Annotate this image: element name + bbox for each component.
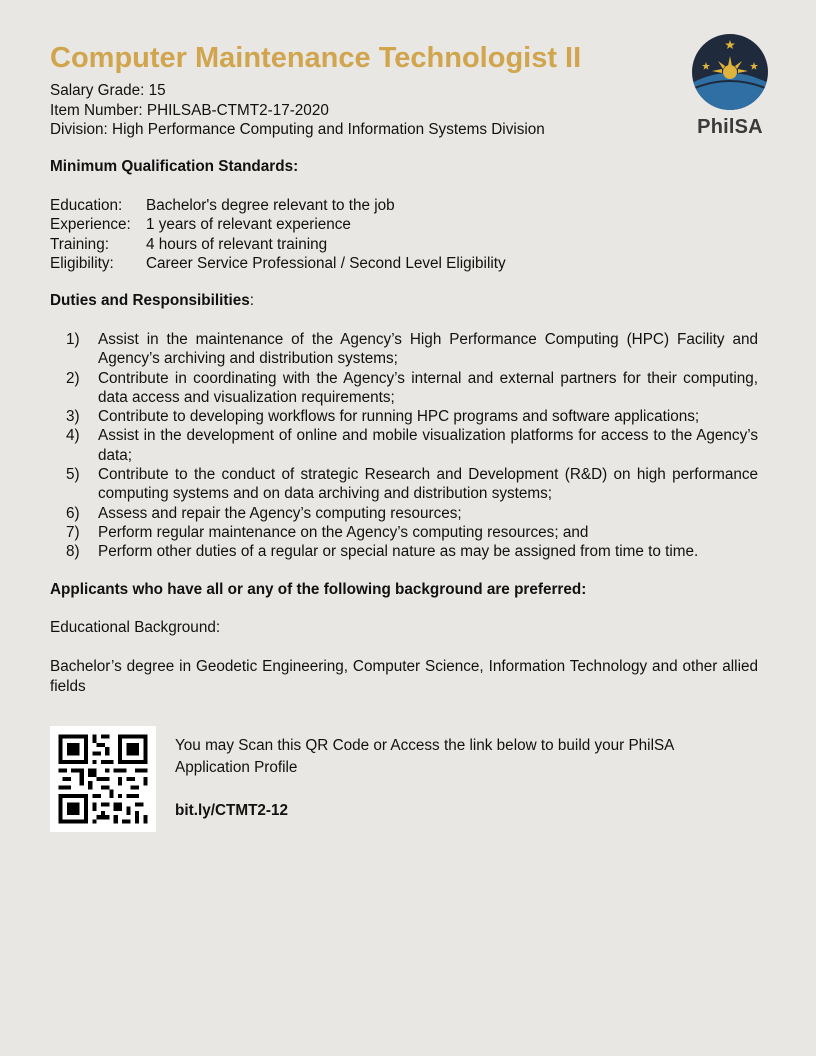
preferred-heading: Applicants who have all or any of the following background are preferred: bbox=[50, 581, 587, 598]
qualification-row bbox=[50, 196, 506, 215]
division: Division: High Performance Computing and Information Systems Division bbox=[50, 121, 545, 138]
duty-text: Contribute to the conduct of strategic Research and Development (R&D) on high performance computing systems and on data archiving and distribution systems; bbox=[98, 466, 758, 503]
list-item bbox=[66, 407, 758, 426]
qualification-label: Eligibility: bbox=[50, 254, 114, 272]
duty-number: 5) bbox=[66, 466, 80, 484]
duty-text: Assist in the maintenance of the Agency’s High Performance Computing (HPC) Facility and Agency’s archiving and distribution systems; bbox=[98, 331, 758, 368]
qr-instructions: You may Scan this QR Code or Access the link below to build your PhilSA Application Profile bbox=[175, 737, 674, 776]
list-item bbox=[66, 426, 758, 465]
duty-text: Perform other duties of a regular or special nature as may be assigned from time to time. bbox=[98, 543, 699, 561]
duty-number: 2) bbox=[66, 369, 80, 387]
salary-grade: Salary Grade: 15 bbox=[50, 82, 166, 99]
list-item bbox=[66, 330, 758, 369]
list-item bbox=[66, 523, 758, 542]
duty-number: 7) bbox=[66, 523, 80, 541]
duties-heading-colon: : bbox=[249, 292, 254, 309]
qualifications-list bbox=[50, 196, 506, 273]
duty-number: 3) bbox=[66, 408, 80, 426]
philsa-emblem-icon bbox=[690, 32, 770, 112]
job-meta bbox=[50, 81, 545, 140]
duty-text: Perform regular maintenance on the Agency’s computing resources; and bbox=[98, 523, 589, 541]
qualification-row bbox=[50, 215, 506, 234]
qualification-value: Career Service Professional / Second Level Eligibility bbox=[146, 254, 506, 272]
duty-number: 1) bbox=[66, 331, 80, 348]
list-item bbox=[66, 542, 758, 561]
educational-background-text: Bachelor’s degree in Geodetic Engineering, Computer Science, Information Technology and other allied fields bbox=[50, 658, 758, 695]
duty-text: Contribute to developing workflows for running HPC programs and software applications; bbox=[98, 408, 700, 426]
item-number: Item Number: PHILSAB-CTMT2-17-2020 bbox=[50, 101, 329, 119]
duties-list bbox=[66, 330, 758, 562]
logo-wordmark: PhilSA bbox=[697, 116, 763, 138]
qualification-value: 4 hours of relevant training bbox=[146, 235, 328, 253]
qualification-label: Experience: bbox=[50, 216, 131, 234]
duties-heading bbox=[50, 292, 254, 310]
educational-background-label: Educational Background: bbox=[50, 619, 221, 636]
page-title: Computer Maintenance Technologist II bbox=[50, 42, 582, 74]
qr-code-icon[interactable] bbox=[50, 726, 156, 832]
qualification-row bbox=[50, 254, 506, 273]
application-link[interactable]: bit.ly/CTMT2-12 bbox=[175, 802, 289, 819]
list-item bbox=[66, 504, 758, 523]
duty-number: 4) bbox=[66, 427, 80, 445]
qualification-value: Bachelor's degree relevant to the job bbox=[146, 197, 395, 214]
duty-text: Contribute in coordinating with the Agency’s internal and external partners for their computing, data access and visualization requirements; bbox=[98, 369, 758, 406]
qualification-label: Education: bbox=[50, 197, 123, 214]
philsa-logo bbox=[690, 32, 770, 142]
list-item bbox=[66, 369, 758, 408]
qualification-row bbox=[50, 235, 506, 254]
duty-number: 8) bbox=[66, 543, 80, 561]
qualifications-heading: Minimum Qualification Standards: bbox=[50, 158, 299, 175]
duty-text: Assess and repair the Agency’s computing resources; bbox=[98, 504, 462, 522]
duties-heading-text: Duties and Responsibilities bbox=[50, 292, 250, 309]
qualification-value: 1 years of relevant experience bbox=[146, 216, 351, 234]
duty-text: Assist in the development of online and mobile visualization platforms for access to the Agency’s data; bbox=[98, 427, 758, 464]
duty-number: 6) bbox=[66, 504, 80, 522]
list-item bbox=[66, 465, 758, 504]
qualification-label: Training: bbox=[50, 235, 109, 253]
qr-code-graphic bbox=[50, 726, 156, 832]
